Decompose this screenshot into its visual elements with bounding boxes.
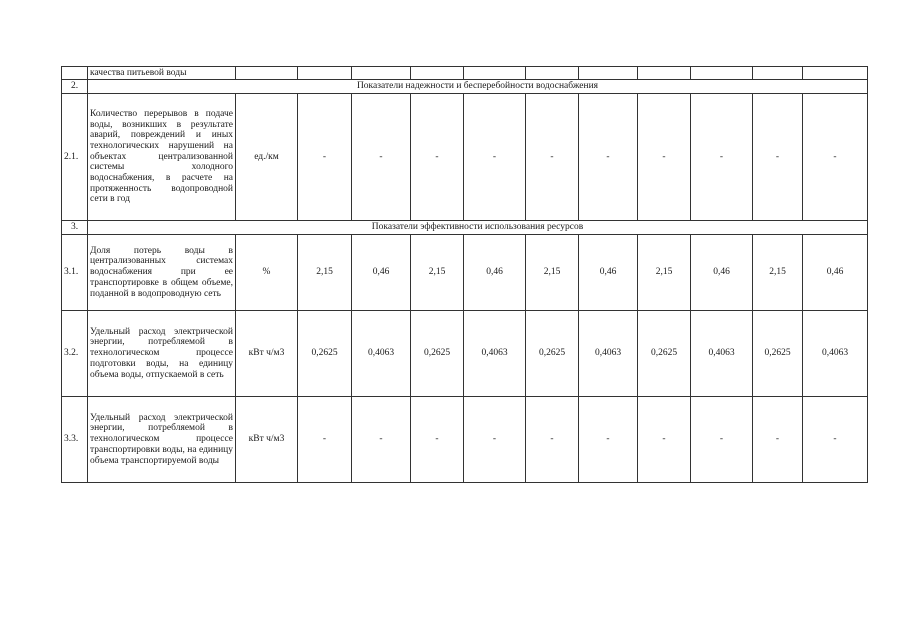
table-row-top: [62, 67, 868, 80]
row-number: 2.1.: [62, 94, 88, 221]
section-number: 2.: [62, 80, 88, 94]
section-title: Показатели эффективности использования ресурсов: [88, 221, 868, 235]
section-title: Показатели надежности и бесперебойности водоснабжения: [88, 80, 868, 94]
row-number: 3.1.: [62, 235, 88, 311]
value-cell: 2,15: [411, 235, 464, 311]
value-cell: -: [753, 397, 803, 483]
indicator-name: Доля потерь воды в централизованных системах водоснабжения при ее транспортировке в общем объеме, поданной в водопроводную сеть: [88, 235, 236, 311]
value-cell: -: [352, 94, 411, 221]
value-cell: -: [298, 94, 352, 221]
value-cell: 0,46: [464, 235, 526, 311]
value-cell: -: [638, 94, 691, 221]
section-number: 3.: [62, 221, 88, 235]
section-header-row: [62, 80, 868, 94]
value-cell: 0,46: [579, 235, 638, 311]
value-cell: 0,46: [691, 235, 753, 311]
value-cell: -: [464, 397, 526, 483]
value-cell: 0,46: [352, 235, 411, 311]
cell-indicator-name: качества питьевой воды: [88, 67, 236, 80]
value-cell: -: [464, 94, 526, 221]
value-cell: 0,2625: [411, 311, 464, 397]
value-cell: -: [579, 94, 638, 221]
indicator-name: Удельный расход электрической энергии, потребляемой в технологическом процессе транспортировки воды, на единицу объема транспортируемой воды: [88, 397, 236, 483]
value-cell: 0,4063: [803, 311, 868, 397]
unit-cell: кВт ч/м3: [236, 397, 298, 483]
cell-number: [62, 67, 88, 80]
value-cell: 0,2625: [298, 311, 352, 397]
value-cell: 0,4063: [579, 311, 638, 397]
value-cell: 0,46: [803, 235, 868, 311]
table-row: [62, 94, 868, 221]
table-row: [62, 235, 868, 311]
value-cell: -: [803, 94, 868, 221]
value-cell: -: [753, 94, 803, 221]
unit-cell: %: [236, 235, 298, 311]
value-cell: -: [691, 94, 753, 221]
value-cell: 2,15: [526, 235, 579, 311]
value-cell: -: [298, 397, 352, 483]
value-cell: -: [411, 397, 464, 483]
value-cell: -: [526, 397, 579, 483]
section-header-row: [62, 221, 868, 235]
value-cell: 0,2625: [753, 311, 803, 397]
indicator-name: Количество перерывов в подаче воды, возникших в результате аварий, повреждений и иных технологических нарушений на объектах централизованной системы холодного водоснабжения, в расчете на протяженность водопроводной сети в год: [88, 94, 236, 221]
indicators-table: [61, 66, 868, 483]
value-cell: -: [526, 94, 579, 221]
value-cell: 0,2625: [526, 311, 579, 397]
value-cell: 0,2625: [638, 311, 691, 397]
unit-cell: кВт ч/м3: [236, 311, 298, 397]
value-cell: 2,15: [638, 235, 691, 311]
value-cell: -: [579, 397, 638, 483]
indicator-name: Удельный расход электрической энергии, потребляемой в технологическом процессе подготовки воды, на единицу объема воды, отпускаемой в сеть: [88, 311, 236, 397]
row-number: 3.2.: [62, 311, 88, 397]
value-cell: -: [638, 397, 691, 483]
value-cell: 0,4063: [352, 311, 411, 397]
value-cell: 2,15: [298, 235, 352, 311]
value-cell: -: [411, 94, 464, 221]
table-row: [62, 397, 868, 483]
unit-cell: ед./км: [236, 94, 298, 221]
value-cell: 0,4063: [691, 311, 753, 397]
row-number: 3.3.: [62, 397, 88, 483]
value-cell: -: [691, 397, 753, 483]
value-cell: 0,4063: [464, 311, 526, 397]
value-cell: -: [803, 397, 868, 483]
value-cell: -: [352, 397, 411, 483]
table-row: [62, 311, 868, 397]
value-cell: 2,15: [753, 235, 803, 311]
